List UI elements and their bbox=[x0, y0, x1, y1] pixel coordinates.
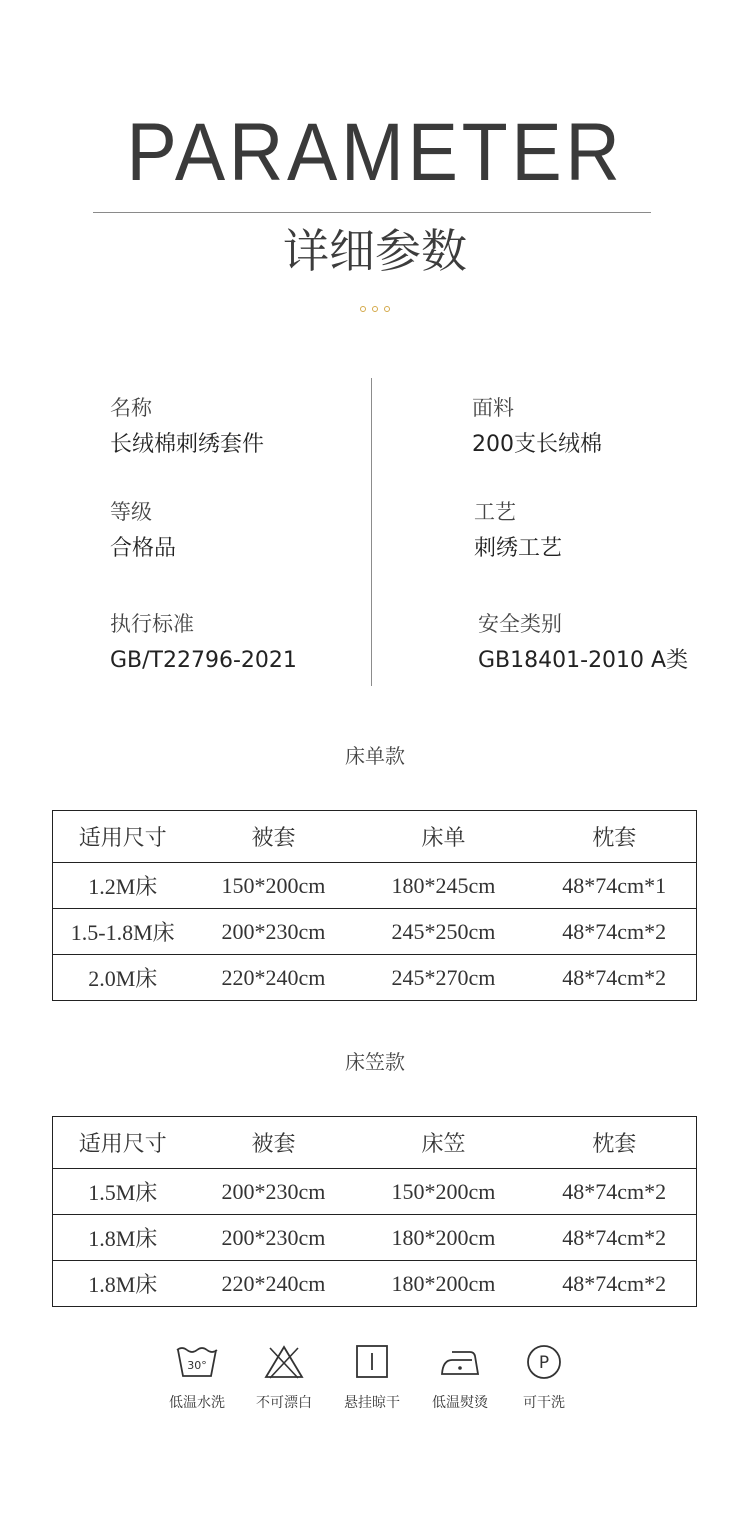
param-name-label: 名称 bbox=[110, 396, 152, 420]
table-row bbox=[53, 955, 697, 1001]
param-craft bbox=[474, 498, 562, 564]
table-header-cell: 适用尺寸 bbox=[53, 811, 193, 863]
table-cell: 200*230cm bbox=[193, 909, 355, 955]
care-label: 低温水洗 bbox=[169, 1395, 225, 1411]
table-cell: 245*250cm bbox=[355, 909, 533, 955]
table-cell: 245*270cm bbox=[391, 964, 496, 990]
table-header-cell: 枕套 bbox=[533, 811, 697, 863]
care-item-no-bleach bbox=[244, 1344, 324, 1412]
table-cell: 180*200cm bbox=[391, 1270, 496, 1296]
no-bleach-icon bbox=[262, 1344, 306, 1380]
table-row bbox=[53, 909, 697, 955]
param-fabric-value: 200支长绒棉 bbox=[472, 432, 602, 457]
table-cell: 220*240cm bbox=[221, 1270, 326, 1296]
table-cell: 200*230cm bbox=[193, 1215, 355, 1261]
table-row bbox=[53, 863, 697, 909]
table-row bbox=[53, 1215, 697, 1261]
low-iron-icon bbox=[438, 1344, 482, 1380]
parameter-divider bbox=[371, 378, 372, 686]
table-cell: 48*74cm*2 bbox=[533, 1215, 697, 1261]
table-cell: 150*200cm bbox=[193, 863, 355, 909]
table-cell: 48*74cm*2 bbox=[562, 964, 667, 990]
param-safety-value: GB18401-2010 A类 bbox=[478, 648, 689, 673]
hang-dry-icon bbox=[350, 1344, 394, 1380]
table-row bbox=[53, 1169, 697, 1215]
param-craft-value: 刺绣工艺 bbox=[474, 536, 563, 561]
table-cell: 1.2M床 bbox=[53, 863, 193, 909]
param-standard-value: GB/T22796-2021 bbox=[110, 648, 297, 673]
care-label: 悬挂晾干 bbox=[344, 1395, 400, 1411]
wash-temp-text: 30° bbox=[187, 1359, 207, 1372]
table-cell: 1.5M床 bbox=[53, 1169, 193, 1215]
param-fabric bbox=[472, 394, 602, 460]
table-row bbox=[53, 1261, 697, 1307]
care-label: 不可漂白 bbox=[256, 1395, 312, 1411]
table-cell: 1.8M床 bbox=[53, 1215, 193, 1261]
table-cell: 48*74cm*2 bbox=[533, 909, 697, 955]
table-cell: 1.8M床 bbox=[88, 1272, 158, 1297]
param-fabric-label: 面料 bbox=[472, 396, 514, 420]
dry-clean-icon bbox=[522, 1344, 566, 1380]
table-header-cell: 枕套 bbox=[533, 1117, 697, 1169]
param-grade bbox=[110, 498, 176, 564]
table-header-cell: 床单 bbox=[355, 811, 533, 863]
fitted-size-table bbox=[52, 1116, 697, 1307]
table-cell: 180*245cm bbox=[355, 863, 533, 909]
param-grade-value: 合格品 bbox=[110, 536, 177, 561]
decorative-dots bbox=[0, 306, 750, 312]
care-item-low-iron bbox=[420, 1344, 500, 1412]
param-name-value: 长绒棉刺绣套件 bbox=[110, 432, 265, 457]
table-cell: 200*230cm bbox=[193, 1169, 355, 1215]
table-cell: 150*200cm bbox=[355, 1169, 533, 1215]
table-header-row bbox=[53, 811, 697, 863]
table-cell: 48*74cm*2 bbox=[562, 1270, 667, 1296]
param-standard bbox=[110, 610, 297, 676]
table-cell: 48*74cm*2 bbox=[533, 1169, 697, 1215]
care-instructions bbox=[0, 1344, 750, 1424]
sheet-size-table bbox=[52, 810, 697, 1001]
table-header-cell: 被套 bbox=[193, 1117, 355, 1169]
table-cell: 1.5-1.8M床 bbox=[53, 909, 193, 955]
table-cell: 220*240cm bbox=[221, 964, 326, 990]
table-cell: 2.0M床 bbox=[88, 966, 158, 991]
param-grade-label: 等级 bbox=[110, 500, 152, 524]
wash-30-icon bbox=[175, 1344, 219, 1380]
table-header-row bbox=[53, 1117, 697, 1169]
care-label: 低温熨烫 bbox=[432, 1395, 488, 1411]
param-craft-label: 工艺 bbox=[474, 500, 516, 524]
table-cell: 180*200cm bbox=[355, 1215, 533, 1261]
table-header-cell: 被套 bbox=[193, 811, 355, 863]
fitted-section-title: 床笠款 bbox=[345, 1050, 405, 1074]
care-item-wash bbox=[157, 1344, 237, 1412]
param-safety bbox=[478, 610, 688, 676]
care-item-dry-clean bbox=[504, 1344, 584, 1412]
table-cell: 48*74cm*1 bbox=[533, 863, 697, 909]
table-header-cell: 适用尺寸 bbox=[53, 1117, 193, 1169]
page-title-en: PARAMETER bbox=[126, 107, 624, 198]
parameter-grid bbox=[0, 378, 750, 688]
care-label: 可干洗 bbox=[523, 1395, 565, 1411]
title-divider bbox=[93, 212, 651, 213]
dry-clean-letter: P bbox=[538, 1353, 550, 1373]
param-safety-label: 安全类别 bbox=[478, 612, 562, 636]
sheet-section-title: 床单款 bbox=[345, 744, 405, 768]
page-title-cn: 详细参数 bbox=[283, 224, 467, 278]
param-name bbox=[110, 394, 264, 460]
param-standard-label: 执行标准 bbox=[110, 612, 194, 636]
care-item-hang-dry bbox=[332, 1344, 412, 1412]
table-header-cell: 床笠 bbox=[355, 1117, 533, 1169]
